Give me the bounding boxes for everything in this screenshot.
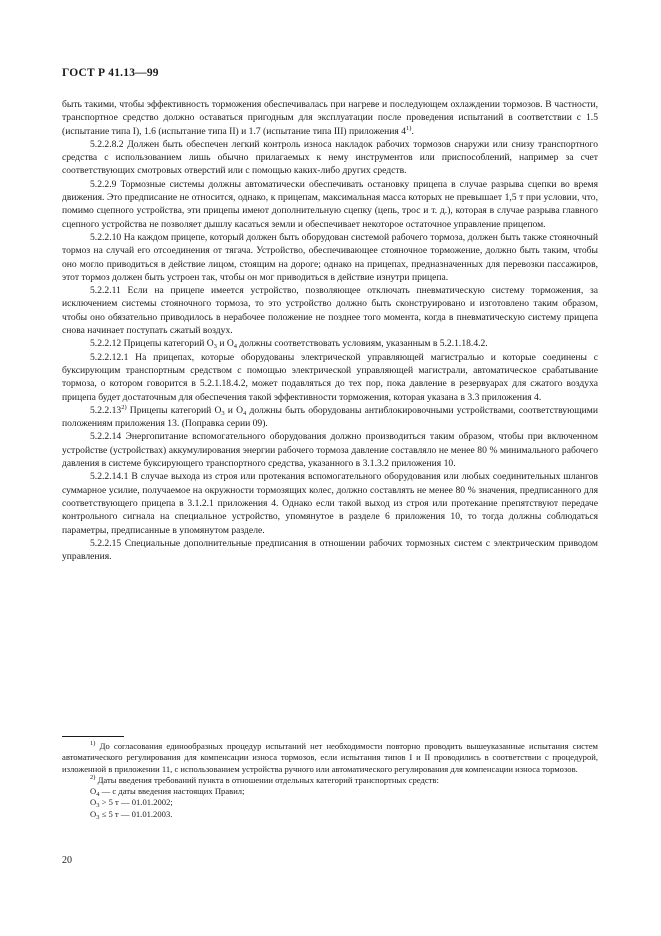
paragraph-5-2-2-10: 5.2.2.10 На каждом прицепе, который должен быть оборудован системой рабочего тормоза, должен быть также стояночный тормоз на случай его отсоединения от тягача. Устройство, обеспечивающее стояночное торможение, должно быть таким, чтобы оно могло приводиться в действие лицом, стоящим на дороге; однако на прицепах, предназначенных для перевозки пассажиров, этот тормоз должен быть устроен так, чтобы он мог приводиться в действие изнутри прицепа.	[62, 231, 598, 283]
footnote-2-item: $O_3 \le 5$ т — 01.01.2003.	[90, 808, 173, 821]
document-header: ГОСТ Р 41.13—99	[62, 67, 159, 79]
footnote-separator	[62, 736, 124, 737]
paragraph-5-2-2-15: 5.2.2.15 Специальные дополнительные предписания в отношении рабочих тормозных систем с электрическим приводом управления.	[62, 537, 598, 563]
paragraph-5-2-2-12: 5.2.2.12 Прицепы категорий $O_3$ и $O_4$ должны соответствовать условиям, указанным в 5.2.1.18.4.2.	[90, 338, 488, 351]
page-number: 20	[62, 855, 72, 866]
paragraph-5-2-2-14: 5.2.2.14 Энергопитание вспомогательного оборудования должно производиться таким образом, чтобы при включенном устройстве (устройствах) аккумулирования энергии рабочего тормоза давление составляло не менее 80 % минимального рабочего давления в системе буксирующего транспортного средства, указанного в 3.1.3.2 приложения 10.	[62, 431, 598, 470]
footnote-ref: 1)	[406, 124, 412, 132]
paragraph-5-2-2-8-2: 5.2.2.8.2 Должен быть обеспечен легкий контроль износа накладок рабочих тормозов снаружи или снизу транспортного средства с использованием лишь обычно прилагаемых к нему инструментов или приспособлений, например за счет соответствующих смотровых отверстий или с помощью каких-либо других средств.	[62, 138, 598, 177]
footnote-1: $^{1)}$ До согласования единообразных процедур испытаний нет необходимости повторно проводить вышеуказанные испытания систем автоматического регулирования для компенсации износа тормозов, если испытания типов I и II проводились в соответствии с процедурой, изложенной в приложении 11, с использованием устройства ручного или автоматического регулирования для компенсации износа тормозов.	[62, 740, 598, 774]
paragraph-5-2-2-9: 5.2.2.9 Тормозные системы должны автоматически обеспечивать остановку прицепа в случае разрыва сцепки во время движения. Это предписание не относится, однако, к прицепам, максимальная масса которых не превышает 1,5 т при условии, что, помимо сцепного устройства, эти прицепы имеют дополнительную сцепку (цепь, трос и т. д.), которая в случае разрыва главного сцепного устройства не позволяет дышлу касаться земли и обеспечивает некоторое остаточное управление прицепом.	[62, 178, 598, 230]
paragraph-5-2-2-12-1: 5.2.2.12.1 На прицепах, которые оборудованы электрической управляющей магистралью и которые соединены с буксирующим транспортным средством с помощью электрической управляющей магистрали, автоматическое срабатывание тормоза, о котором говорится в 5.2.1.18.4.2, может подавляться до тех пор, пока давление в резервуарах для сжатого воздуха прицепа будет достаточным для обеспечения такой эффективности торможения, которая указана в 3.3 приложения 4.	[62, 351, 598, 403]
footnote-ref: 2)	[121, 403, 127, 411]
footnotes	[62, 741, 598, 820]
paragraph-5-2-2-13: 5.2.2.13$^{2)}$ Прицепы категорий $O_3$ и $O_4$ должны быть оборудованы антиблокировочными устройствами, соответствующими положениям приложения 13. (Поправка серии 09).	[62, 403, 598, 430]
footnote-2-item: $O_3 > 5$ т — 01.01.2002;	[90, 797, 173, 810]
body-text	[62, 98, 598, 563]
footnote-2: $^{2)}$ Даты введения требований пункта в отношении отдельных категорий транспортных средств:	[90, 773, 439, 785]
footnote-2-item: $O_4$ — с даты введения настоящих Правил;	[90, 786, 245, 799]
paragraph-5-2-2-11: 5.2.2.11 Если на прицепе имеется устройство, позволяющее отключать пневматическую систему торможения, за исключением системы стояночного тормоза, то это устройство должно быть сконструировано и изготовлено таким образом, чтобы оно обязательно приводилось в нерабочее положение не позднее того момента, когда в пневматическую систему прицепа снова начинает поступать сжатый воздух.	[62, 285, 598, 337]
paragraph: быть такими, чтобы эффективность торможения обеспечивалась при нагреве и последующем охлаждении тормозов. В частности, транспортное средство должно оставаться пригодным для эксплуатации после проведения испытаний в соответствии с 1.5 (испытание типа I), 1.6 (испытание типа II) и 1.7 (испытание типа III) приложения 4$^{1)}$.	[62, 99, 598, 137]
paragraph-5-2-2-14-1: 5.2.2.14.1 В случае выхода из строя или протекания вспомогательного оборудования или любых соединительных шлангов суммарное усилие, получаемое на окружности тормозящих колес, должно составлять не менее 80 % значения, предписанного для соответствующего прицепа в 3.1.2.1 приложения 4. Однако если такой выход из строя или протекание препятствуют передаче контрольного сигнала на специальное устройство, упомянутое в разделе 6 приложения 10, то тогда должны соблюдаться параметры, предписанные в упомянутом разделе.	[62, 471, 598, 536]
